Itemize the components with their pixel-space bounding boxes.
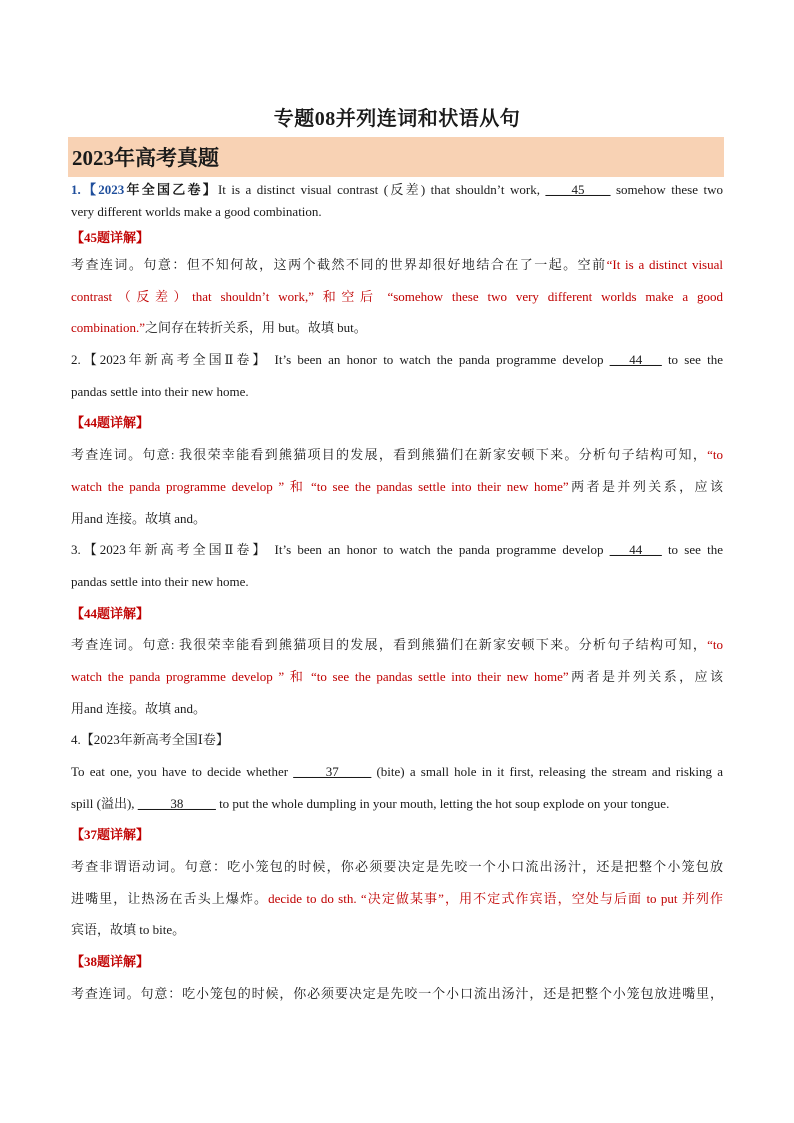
page-title: 专题08并列连词和状语从句 bbox=[273, 108, 521, 130]
blank-37: _____37_____ bbox=[293, 764, 372, 779]
answer-44-b-line-1: 考查连词。句意: 我很荣幸能看到熊猫项目的发展，看到熊猫们在新家安顿下来。分析句子结构可知，“to bbox=[71, 637, 723, 653]
question-1-line-2: very different worlds make a good combination. bbox=[71, 204, 322, 219]
answer-45-line-1: 考查连词。句意：但不知何故，这两个截然不同的世界却很好地结合在了一起。空前“It is a distinct visual bbox=[71, 257, 723, 272]
document-body bbox=[71, 179, 723, 1010]
section-heading bbox=[68, 137, 724, 177]
question-2-line-1: 2.【2023年新高考全国Ⅱ卷】 It’s been an honor to watch the panda programme develop ___44___ to see the bbox=[71, 352, 723, 368]
question-3-line-1: 3.【2023年新高考全国Ⅱ卷】 It’s been an honor to watch the panda programme develop ___44___ to see the bbox=[71, 542, 723, 558]
question-4-line-2: spill (溢出), _____38_____ to put the whole dumpling in your mouth, letting the hot soup explode on your tongue. bbox=[71, 795, 670, 811]
answer-38-line-1: 考查连词。句意：吃小笼包的时候，你必须要决定是先咬一个小口流出汤汁，还是把整个小笼包放进嘴里， bbox=[71, 985, 723, 1001]
blank-44-b: ___44___ bbox=[609, 542, 662, 558]
answer-44-b-line-3: 用and 连接。故填 and。 bbox=[71, 700, 207, 716]
answer-37-line-1: 考查非谓语动词。句意：吃小笼包的时候，你必须要决定是先咬一个小口流出汤汁，还是把整个小笼包放 bbox=[71, 859, 723, 875]
answer-45-heading: 【45题详解】 bbox=[71, 230, 150, 245]
answer-37-heading: 【37题详解】 bbox=[71, 827, 150, 843]
answer-37-line-2: 进嘴里，让热汤在舌头上爆炸。decide to do sth. “决定做某事”，用不定式作宾语，空处与后面 to put 并列作 bbox=[71, 890, 723, 906]
question-4-source: 4.【2023年新高考全国Ⅰ卷】 bbox=[71, 732, 229, 748]
answer-44-b-line-2: watch the panda programme develop ” 和 “to see the pandas settle into their new home”两者是并列关系，应该 bbox=[71, 668, 723, 684]
answer-38-heading: 【38题详解】 bbox=[71, 954, 150, 970]
answer-44-heading: 【44题详解】 bbox=[71, 415, 150, 431]
blank-44: ___44___ bbox=[609, 352, 662, 368]
answer-37-line-3: 宾语，故填 to bite。 bbox=[71, 922, 186, 938]
answer-44-line-3: 用and 连接。故填 and。 bbox=[71, 510, 207, 526]
blank-45: ____45____ bbox=[545, 182, 611, 197]
question-1-line-1: 1.【2023年全国乙卷】It is a distinct visual contrast (反差) that shouldn’t work, ____45____ somehow these two bbox=[71, 182, 723, 197]
answer-44-line-2: watch the panda programme develop ” 和 “to see the pandas settle into their new home”两者是并列关系，应该 bbox=[71, 478, 723, 494]
question-2-line-2: pandas settle into their new home. bbox=[71, 383, 249, 399]
answer-44-line-1: 考查连词。句意: 我很荣幸能看到熊猫项目的发展，看到熊猫们在新家安顿下来。分析句子结构可知，“to bbox=[71, 447, 723, 463]
question-4-line-1: To eat one, you have to decide whether _____37_____ (bite) a small hole in it first, releasing the stream and risking a bbox=[71, 764, 723, 779]
question-3-line-2: pandas settle into their new home. bbox=[71, 573, 249, 589]
blank-38: _____38_____ bbox=[137, 795, 216, 811]
section-heading-text: 2023年高考真题 bbox=[72, 146, 219, 170]
answer-45-line-2: contrast（反差）that shouldn’t work,” 和空后 “somehow these two very different worlds make a good bbox=[71, 288, 723, 304]
answer-44-b-heading: 【44题详解】 bbox=[71, 605, 150, 621]
answer-45-line-3: combination.”之间存在转折关系，用 but。故填 but。 bbox=[71, 320, 367, 336]
